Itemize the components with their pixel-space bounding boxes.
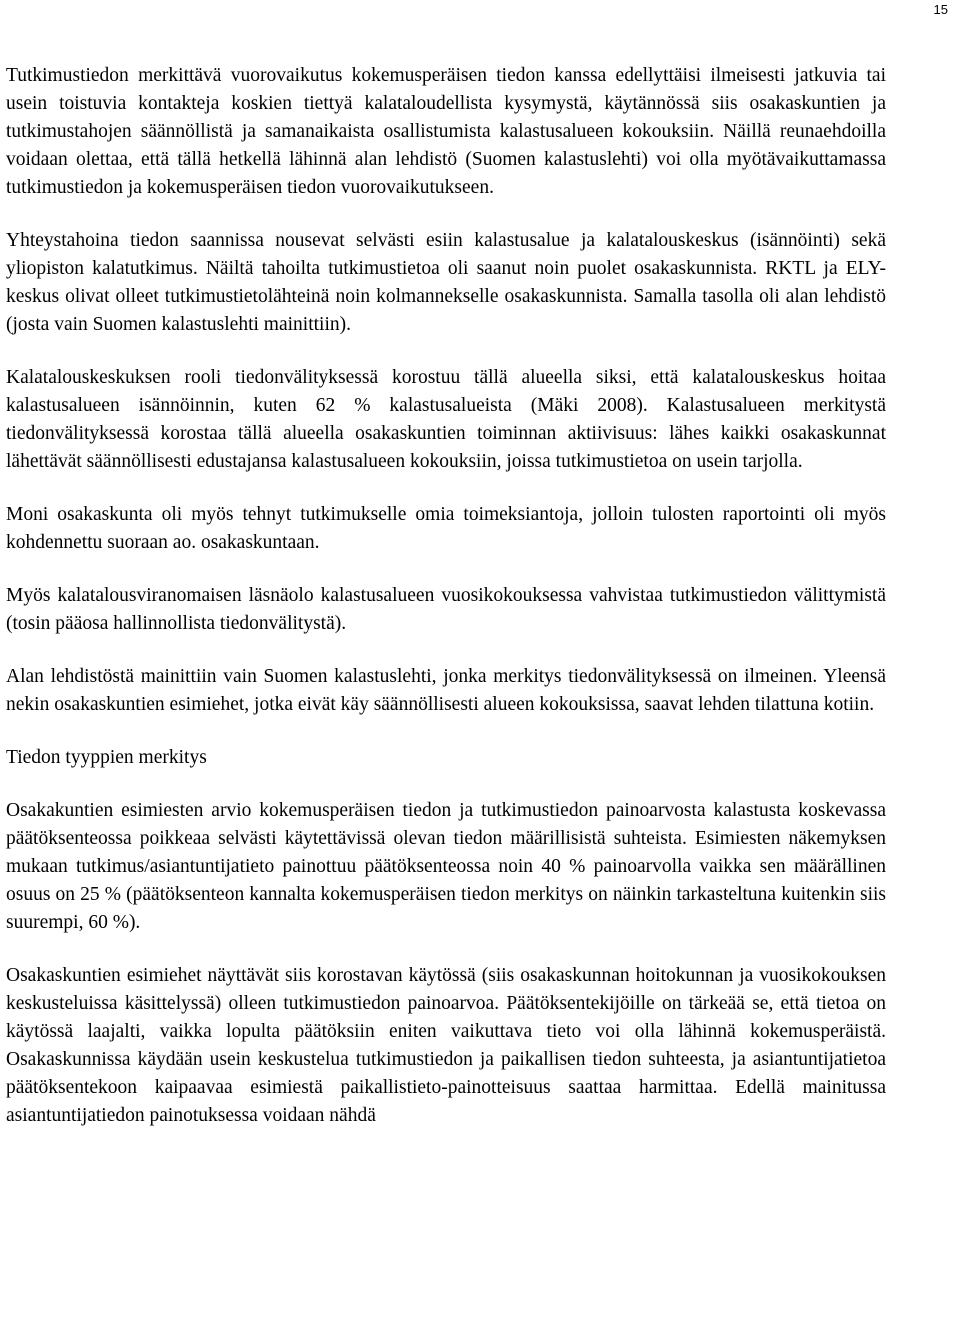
document-body xyxy=(6,62,886,1155)
paragraph: Kalatalouskeskuksen rooli tiedonvälityksessä korostuu tällä alueella siksi, että kalatalouskeskus hoitaa kalastusalueen isännöinnin, kuten 62 % kalastusalueista (Mäki 2008). Kalastusalueen merkitystä tiedonvälityksessä korostaa tällä alueella osakaskuntien toiminnan aktiivisuus: lähes kaikki osakaskunnat lähettävät säännöllisesti edustajansa kalastusalueen kokouksiin, joissa tutkimustietoa on usein tarjolla. xyxy=(6,367,886,472)
paragraph: Yhteystahoina tiedon saannissa nousevat selvästi esiin kalastusalue ja kalatalouskeskus (isännöinti) sekä yliopiston kalatutkimus. Näiltä tahoilta tutkimustietoa oli saanut noin puolet osakaskunnista. RKTL ja ELY-keskus olivat olleet tutkimustietolähteinä noin kolmannekselle osakaskunnista. Samalla tasolla oli alan lehdistö (josta vain Suomen kalastuslehti mainittiin). xyxy=(6,230,886,335)
page-number: 15 xyxy=(933,2,948,17)
section-heading: Tiedon tyyppien merkitys xyxy=(6,747,207,768)
paragraph: Myös kalatalousviranomaisen läsnäolo kalastusalueen vuosikokouksessa vahvistaa tutkimustiedon välittymistä (tosin pääosa hallinnollista tiedonvälitystä). xyxy=(6,585,886,634)
paragraph: Moni osakaskunta oli myös tehnyt tutkimukselle omia toimeksiantoja, jolloin tulosten raportointi oli myös kohdennettu suoraan ao. osakaskuntaan. xyxy=(6,504,886,553)
paragraph: Osakaskuntien esimiehet näyttävät siis korostavan käytössä (siis osakaskunnan hoitokunnan ja vuosikokouksen keskusteluissa käsittelyssä) olleen tutkimustiedon painoarvoa. Päätöksentekijöille on tärkeää se, että tietoa on käytössä laajalti, vaikka lopulta päätöksiin eniten vaikuttava tieto voi olla lähinnä kokemusperäistä. Osakaskunnissa käydään usein keskustelua tutkimustiedon ja paikallisen tiedon suhteesta, ja asiantuntijatietoa päätöksentekoon kaipaavaa esimiestä paikallistieto-painotteisuus saattaa harmittaa. Edellä mainitussa asiantuntijatiedon painotuksessa voidaan nähdä xyxy=(6,965,886,1126)
paragraph: Osakakuntien esimiesten arvio kokemusperäisen tiedon ja tutkimustiedon painoarvosta kalastusta koskevassa päätöksenteossa poikkeaa selvästi käytettävissä olevan tiedon määrillisistä suhteista. Esimiesten näkemyksen mukaan tutkimus/asiantuntijatieto painottuu päätöksenteossa noin 40 % painoarvolla vaikka sen määrällinen osuus on 25 % (päätöksenteon kannalta kokemusperäisen tiedon merkitys on näinkin tarkasteltuna kuitenkin siis suurempi, 60 %). xyxy=(6,800,886,933)
paragraph: Tutkimustiedon merkittävä vuorovaikutus kokemusperäisen tiedon kanssa edellyttäisi ilmeisesti jatkuvia tai usein toistuvia kontakteja koskien tiettyä kalataloudellista kysymystä, käytännössä siis osakaskuntien ja tutkimustahojen säännöllistä ja samanaikaista osallistumista kalastusalueen kokouksiin. Näillä reunaehdoilla voidaan olettaa, että tällä hetkellä lähinnä alan lehdistö (Suomen kalastuslehti) voi olla myötävaikuttamassa tutkimustiedon ja kokemusperäisen tiedon vuorovaikutukseen. xyxy=(6,65,886,198)
paragraph: Alan lehdistöstä mainittiin vain Suomen kalastuslehti, jonka merkitys tiedonvälityksessä on ilmeinen. Yleensä nekin osakaskuntien esimiehet, jotka eivät käy säännöllisesti alueen kokouksissa, saavat lehden tilattuna kotiin. xyxy=(6,666,886,715)
